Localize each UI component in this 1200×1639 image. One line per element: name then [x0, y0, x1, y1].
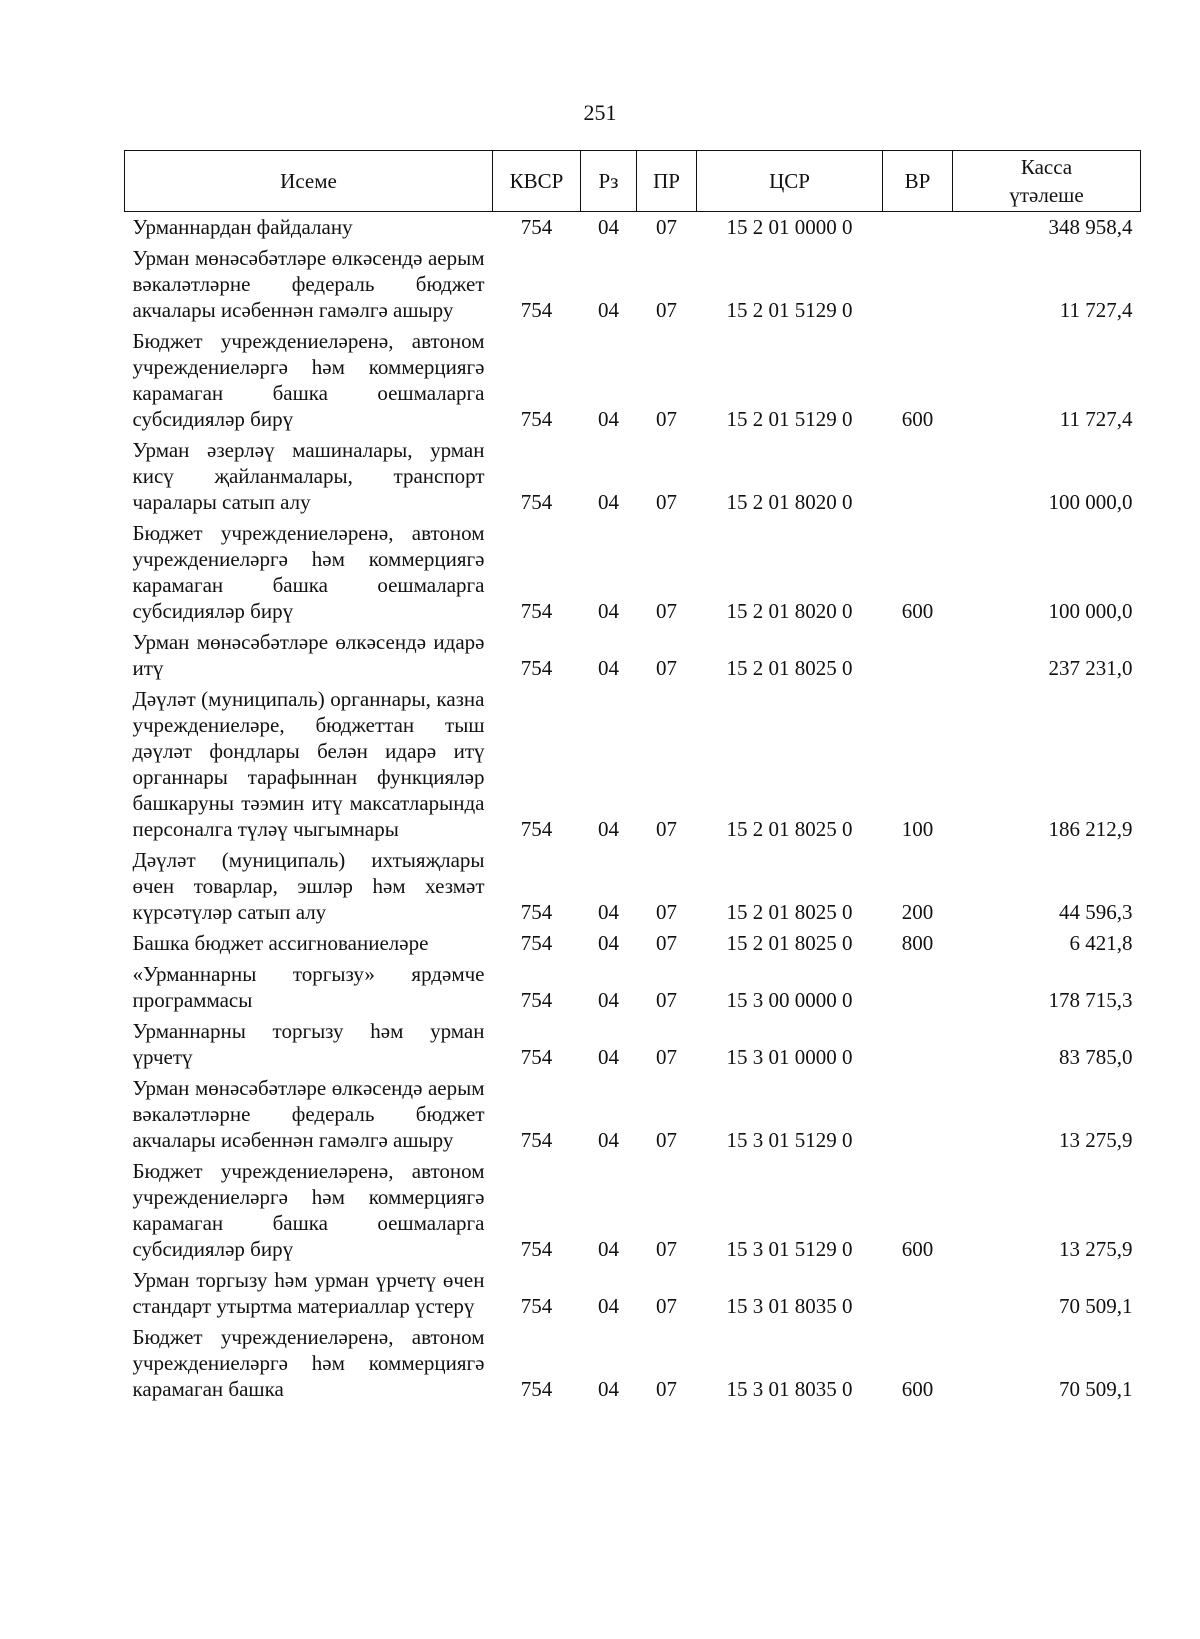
cell-kvsr: 754: [520, 490, 553, 514]
cell-kvsr: 754: [520, 215, 553, 239]
table-row: [125, 1156, 1141, 1265]
table-row: [125, 684, 1141, 845]
cell-pr: 07: [656, 599, 677, 623]
header-csr: ЦСР: [697, 151, 883, 212]
cell-name: «Урманнарны торгызу» ярдәмче программасы: [132, 962, 485, 1012]
table-row: [125, 1073, 1141, 1156]
table-body: [125, 212, 1141, 1406]
cell-kvsr: 754: [520, 1128, 553, 1152]
header-kassa: [953, 151, 1141, 212]
table-row: [125, 212, 1141, 244]
cell-name: Башка бюджет ассигнованиеләре: [132, 931, 429, 955]
table-row: [125, 1322, 1141, 1405]
cell-pr: 07: [656, 817, 677, 841]
cell-pr: 07: [656, 1294, 677, 1318]
table-row: [125, 845, 1141, 928]
cell-vr: [883, 1265, 953, 1322]
cell-amount: 348 958,4: [1048, 215, 1133, 239]
cell-name: Урманнарны торгызу һәм урман үрчетү: [132, 1019, 485, 1069]
cell-pr: 07: [656, 1237, 677, 1261]
cell-amount: 186 212,9: [1048, 817, 1133, 841]
cell-rz: 04: [598, 931, 619, 955]
table-row: [125, 627, 1141, 684]
cell-kvsr: 754: [520, 1377, 553, 1401]
cell-vr: [883, 1073, 953, 1156]
cell-csr: 15 2 01 0000 0: [726, 215, 853, 239]
cell-rz: 04: [598, 1128, 619, 1152]
cell-csr: 15 2 01 8025 0: [726, 817, 853, 841]
cell-amount: 70 509,1: [1059, 1377, 1133, 1401]
cell-vr: [883, 1016, 953, 1073]
table-row: [125, 1016, 1141, 1073]
cell-name: Бюджет учреждениеләренә, автоном учреждениеләргә һәм коммерциягә карамаган башка оешмаларга субсидияләр бирү: [132, 329, 485, 431]
cell-kvsr: 754: [520, 900, 553, 924]
cell-vr: 200: [901, 900, 934, 924]
cell-rz: 04: [598, 656, 619, 680]
cell-rz: 04: [598, 407, 619, 431]
cell-kvsr: 754: [520, 817, 553, 841]
cell-rz: 04: [598, 1294, 619, 1318]
cell-vr: 800: [901, 931, 934, 955]
cell-pr: 07: [656, 298, 677, 322]
cell-vr: [883, 435, 953, 518]
header-pr: ПР: [637, 151, 697, 212]
table-row: [125, 959, 1141, 1016]
cell-amount: 13 275,9: [1059, 1128, 1133, 1152]
cell-amount: 178 715,3: [1048, 988, 1133, 1012]
cell-kvsr: 754: [520, 407, 553, 431]
cell-csr: 15 3 01 5129 0: [726, 1128, 853, 1152]
cell-vr: [883, 959, 953, 1016]
cell-csr: 15 3 01 5129 0: [726, 1237, 853, 1261]
cell-name: Урман мөнәсәбәтләре өлкәсендә аерым вәкаләтләрне федераль бюджет акчалары исәбеннән гамәлгә ашыру: [132, 1076, 485, 1152]
cell-pr: 07: [656, 215, 677, 239]
cell-pr: 07: [656, 656, 677, 680]
cell-csr: 15 2 01 8020 0: [726, 490, 853, 514]
cell-pr: 07: [656, 931, 677, 955]
cell-kvsr: 754: [520, 599, 553, 623]
cell-name: Урманнардан файдалану: [132, 215, 353, 239]
table-header-row: [125, 151, 1141, 212]
table-row: [125, 928, 1141, 959]
budget-table: [124, 150, 1141, 1405]
cell-amount: 83 785,0: [1059, 1045, 1133, 1069]
header-kassa-line1: Касса: [1020, 155, 1073, 179]
cell-amount: 11 727,4: [1059, 407, 1133, 431]
cell-vr: 600: [901, 1377, 934, 1401]
cell-name: Бюджет учреждениеләренә, автоном учреждениеләргә һәм коммерциягә карамаган башка оешмаларга субсидияләр бирү: [132, 521, 485, 623]
table-row: [125, 435, 1141, 518]
cell-amount: 70 509,1: [1059, 1294, 1133, 1318]
cell-csr: 15 2 01 8025 0: [726, 656, 853, 680]
cell-kvsr: 754: [520, 1237, 553, 1261]
cell-kvsr: 754: [520, 1045, 553, 1069]
cell-pr: 07: [656, 988, 677, 1012]
cell-vr: [883, 243, 953, 326]
cell-name: Бюджет учреждениеләренә, автоном учреждениеләргә һәм коммерциягә карамаган башка: [132, 1325, 485, 1401]
cell-amount: 6 421,8: [1069, 931, 1133, 955]
cell-rz: 04: [598, 298, 619, 322]
table-row: [125, 1265, 1141, 1322]
cell-rz: 04: [598, 599, 619, 623]
table-row: [125, 518, 1141, 627]
cell-vr: 600: [901, 1237, 934, 1261]
cell-csr: 15 3 01 8035 0: [726, 1294, 853, 1318]
cell-pr: 07: [656, 1045, 677, 1069]
cell-csr: 15 2 01 8025 0: [726, 900, 853, 924]
cell-csr: 15 2 01 8025 0: [726, 931, 853, 955]
cell-csr: 15 3 01 8035 0: [726, 1377, 853, 1401]
header-kvsr: КВСР: [493, 151, 581, 212]
header-kassa-line2: үтәлеше: [1009, 183, 1084, 207]
cell-name: Бюджет учреждениеләренә, автоном учреждениеләргә һәм коммерциягә карамаган башка оешмаларга субсидияләр бирү: [132, 1159, 485, 1261]
cell-vr: 100: [901, 817, 934, 841]
cell-vr: 600: [901, 407, 934, 431]
cell-amount: 237 231,0: [1048, 656, 1133, 680]
cell-rz: 04: [598, 988, 619, 1012]
cell-rz: 04: [598, 1237, 619, 1261]
header-rz: Рз: [581, 151, 637, 212]
header-vr: ВР: [883, 151, 953, 212]
cell-rz: 04: [598, 215, 619, 239]
header-name: Исеме: [125, 151, 493, 212]
table-row: [125, 326, 1141, 435]
cell-pr: 07: [656, 1128, 677, 1152]
cell-pr: 07: [656, 1377, 677, 1401]
cell-vr: 600: [901, 599, 934, 623]
cell-vr: [883, 627, 953, 684]
cell-amount: 44 596,3: [1059, 900, 1133, 924]
cell-pr: 07: [656, 407, 677, 431]
cell-vr: [883, 212, 953, 244]
cell-name: Урман әзерләү машиналары, урман кисү җайланмалары, транспорт чаралары сатып алу: [132, 438, 485, 514]
cell-kvsr: 754: [520, 298, 553, 322]
cell-name: Урман мөнәсәбәтләре өлкәсендә идарә итү: [132, 630, 485, 680]
cell-rz: 04: [598, 1377, 619, 1401]
cell-name: Урман торгызу һәм урман үрчетү өчен стандарт утыртма материаллар үстерү: [132, 1268, 485, 1318]
cell-rz: 04: [598, 490, 619, 514]
cell-csr: 15 2 01 5129 0: [726, 298, 853, 322]
cell-pr: 07: [656, 900, 677, 924]
cell-name: Дәүләт (муниципаль) органнары, казна учреждениеләре, бюджеттан тыш дәүләт фондлары белән идарә итү органнары тарафыннан функцияләр башкаруны тәэмин итү максатларында персоналга түләү чыгымнары: [132, 687, 485, 841]
cell-rz: 04: [598, 900, 619, 924]
cell-kvsr: 754: [520, 931, 553, 955]
cell-name: Урман мөнәсәбәтләре өлкәсендә аерым вәкаләтләрне федераль бюджет акчалары исәбеннән гамәлгә ашыру: [132, 246, 485, 322]
cell-pr: 07: [656, 490, 677, 514]
page-number: 251: [583, 100, 617, 125]
cell-csr: 15 2 01 8020 0: [726, 599, 853, 623]
table-row: [125, 243, 1141, 326]
cell-csr: 15 3 01 0000 0: [726, 1045, 853, 1069]
cell-rz: 04: [598, 817, 619, 841]
cell-name: Дәүләт (муниципаль) ихтыяҗлары өчен товарлар, эшләр һәм хезмәт күрсәтүләр сатып алу: [132, 848, 485, 924]
cell-csr: 15 3 00 0000 0: [726, 988, 853, 1012]
cell-kvsr: 754: [520, 988, 553, 1012]
cell-csr: 15 2 01 5129 0: [726, 407, 853, 431]
cell-kvsr: 754: [520, 1294, 553, 1318]
cell-amount: 100 000,0: [1048, 599, 1133, 623]
cell-amount: 11 727,4: [1059, 298, 1133, 322]
cell-rz: 04: [598, 1045, 619, 1069]
cell-amount: 100 000,0: [1048, 490, 1133, 514]
cell-kvsr: 754: [520, 656, 553, 680]
cell-amount: 13 275,9: [1059, 1237, 1133, 1261]
